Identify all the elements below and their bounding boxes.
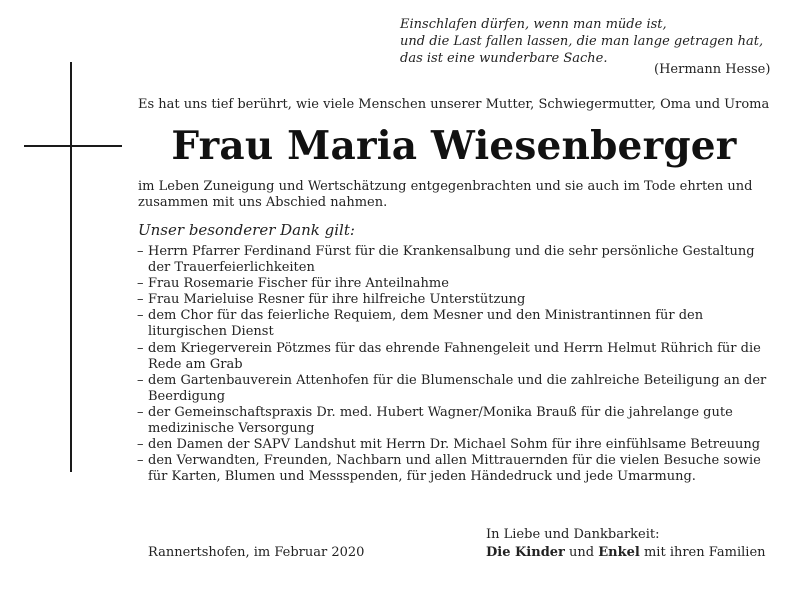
place-date: Rannertshofen, im Februar 2020: [148, 545, 365, 560]
thanks-item: [138, 292, 774, 308]
poem-author: (Hermann Hesse): [654, 62, 771, 77]
thanks-heading: Unser besonderer Dank gilt:: [138, 221, 355, 239]
thanks-item: [138, 453, 774, 485]
dash-bullet: –: [137, 292, 144, 308]
thanks-item-text: dem Kriegerverein Pötzmes für das ehrende Fahnengeleit und Herrn Helmut Rührich für die Rede am Grab: [148, 340, 761, 372]
thanks-item: [138, 341, 774, 373]
poem-line: Einschlafen dürfen, wenn man müde ist,: [400, 17, 667, 32]
signers-grandchildren: Enkel: [598, 545, 640, 560]
dash-bullet: –: [137, 276, 144, 292]
dash-bullet: –: [137, 404, 144, 420]
dash-bullet: –: [137, 244, 144, 259]
intro-text: Es hat uns tief berührt, wie viele Menschen unserer Mutter, Schwiegermutter, Oma und Uroma: [138, 97, 770, 112]
thanks-item-text: den Damen der SAPV Landshut mit Herrn Dr. Michael Sohm für ihre einfühlsame Betreuung: [148, 437, 761, 453]
deceased-name: Frau Maria Wiesenberger: [171, 123, 737, 169]
dash-bullet: –: [137, 453, 144, 469]
thanks-item-text: Frau Marieluise Resner für ihre hilfreiche Unterstützung: [148, 292, 526, 308]
thanks-item: [138, 244, 774, 276]
dash-bullet: –: [137, 308, 144, 324]
signers-families: mit ihren Familien: [639, 545, 766, 560]
poem-line: das ist eine wunderbare Sache.: [400, 51, 608, 66]
thanks-item-text: Herrn Pfarrer Ferdinand Fürst für die Krankensalbung und die sehr persönliche Gestaltung der Trauerfeierlichkeiten: [148, 244, 755, 276]
dash-bullet: –: [137, 437, 144, 453]
dash-bullet: –: [137, 340, 144, 356]
poem-quote: [400, 16, 772, 67]
thanks-item-text: Frau Rosemarie Fischer für ihre Anteilnahme: [148, 276, 449, 292]
signers: [486, 544, 766, 562]
closing-text: In Liebe und Dankbarkeit:: [486, 527, 660, 542]
thanks-item: [138, 405, 774, 437]
thanks-item: [138, 437, 774, 453]
signers-children: Die Kinder: [486, 545, 565, 560]
thanks-list: [138, 244, 774, 485]
thanks-item-text: dem Gartenbauverein Attenhofen für die Blumenschale und die zahlreiche Beteiligung an der Beerdigung: [148, 372, 767, 404]
signers-conjunction: und: [564, 545, 599, 560]
cross-icon-horizontal-bar: [24, 145, 122, 147]
tribute-paragraph: im Leben Zuneigung und Wertschätzung entgegenbrachten und sie auch im Tode ehrten und zusammen mit uns Abschied nahmen.: [138, 179, 753, 210]
thanks-item: [138, 276, 774, 292]
thanks-item: [138, 373, 774, 405]
thanks-item-text: dem Chor für das feierliche Requiem, dem Mesner und den Ministrantinnen für den liturgischen Dienst: [148, 308, 704, 340]
thanks-item-text: den Verwandten, Freunden, Nachbarn und allen Mittrauernden für die vielen Besuche sowie für Karten, Blumen und Messspenden, für jeden Händedruck und jede Umarmung.: [148, 453, 761, 485]
dash-bullet: –: [137, 372, 144, 388]
poem-line: und die Last fallen lassen, die man lange getragen hat,: [400, 34, 764, 49]
cross-icon-vertical-bar: [70, 62, 72, 472]
thanks-item: [138, 308, 774, 340]
thanks-item-text: der Gemeinschaftspraxis Dr. med. Hubert Wagner/Monika Brauß für die jahrelange gute medizinische Versorgung: [148, 404, 733, 437]
